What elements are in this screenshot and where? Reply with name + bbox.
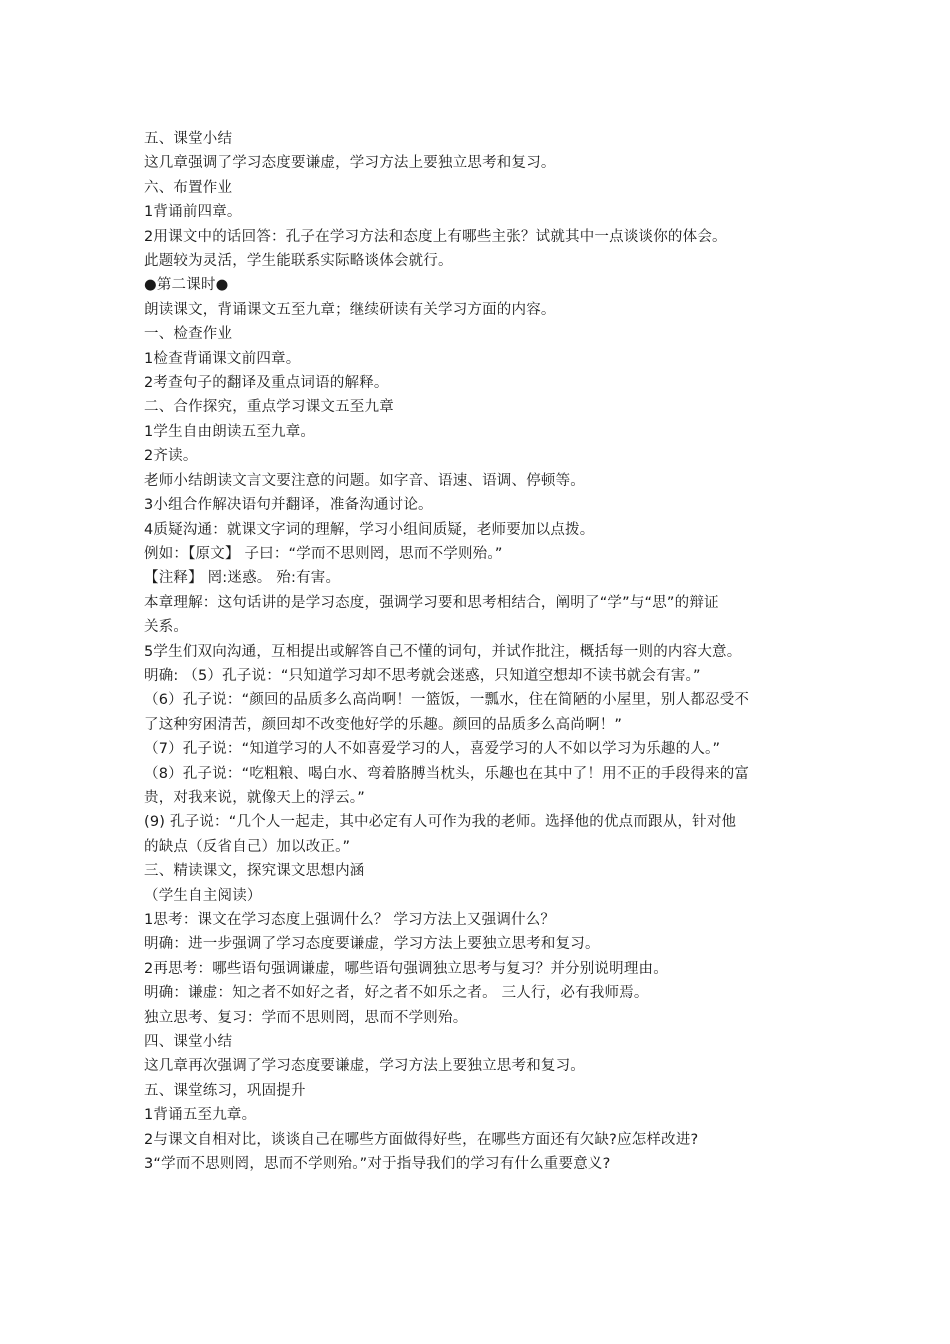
text-line: (9) 孔子说：“几个人一起走，其中必定有人可作为我的老师。选择他的优点而跟从，针对他 xyxy=(144,814,737,831)
text-line: 【注释】 罔:迷惑。 殆:有害。 xyxy=(144,570,341,587)
text-line: 关系。 xyxy=(144,619,189,636)
text-line: 三、精读课文，探究课文思想内涵 xyxy=(144,863,365,880)
text-line: 明确：进一步强调了学习态度要谦虚，学习方法上要独立思考和复习。 xyxy=(144,936,600,953)
text-line: 本章理解：这句话讲的是学习态度，强调学习要和思考相结合，阐明了“学”与“思”的辩证 xyxy=(144,594,719,611)
text-line: ●第二课时● xyxy=(144,277,229,294)
text-line: （学生自主阅读） xyxy=(144,887,262,904)
text-line: 1学生自由朗读五至九章。 xyxy=(144,423,316,440)
text-line: 四、课堂小结 xyxy=(144,1034,233,1051)
text-line: 这几章强调了学习态度要谦虚，学习方法上要独立思考和复习。 xyxy=(144,155,556,172)
text-line: （8）孔子说：“吃粗粮、喝白水、弯着胳膊当枕头，乐趣也在其中了！用不正的手段得来的富 xyxy=(144,765,750,782)
text-line: 1检查背诵课文前四章。 xyxy=(144,350,301,367)
text-line: 3“学而不思则罔，思而不学则殆。”对于指导我们的学习有什么重要意义? xyxy=(144,1156,611,1173)
text-line: 明确: （5）孔子说：“只知道学习却不思考就会迷惑，只知道空想却不读书就会有害。” xyxy=(144,667,701,684)
document-body xyxy=(144,127,816,1176)
text-line: 例如：【原文】 子曰：“学而不思则罔，思而不学则殆。” xyxy=(144,545,503,562)
text-line: 朗读课文，背诵课文五至九章；继续研读有关学习方面的内容。 xyxy=(144,301,556,318)
text-line: 明确：谦虚：知之者不如好之者，好之者不如乐之者。 三人行，必有我师焉。 xyxy=(144,985,649,1002)
text-line: 1背诵前四章。 xyxy=(144,204,242,221)
text-line: 独立思考、复习：学而不思则罔，思而不学则殆。 xyxy=(144,1009,468,1026)
text-line: 4质疑沟通：就课文字词的理解，学习小组间质疑，老师要加以点拨。 xyxy=(144,521,595,538)
text-line: 六、布置作业 xyxy=(144,179,233,196)
text-line: 2齐读。 xyxy=(144,448,198,465)
text-line: 2再思考：哪些语句强调谦虚，哪些语句强调独立思考与复习？并分别说明理由。 xyxy=(144,960,668,977)
text-line: （7）孔子说：“知道学习的人不如喜爱学习的人，喜爱学习的人不如以学习为乐趣的人。” xyxy=(144,741,721,758)
text-line: 了这种穷困清苦，颜回却不改变他好学的乐趣。颜回的品质多么高尚啊！” xyxy=(144,716,623,733)
text-line: 贵，对我来说，就像天上的浮云。” xyxy=(144,789,365,806)
text-line: 一、检查作业 xyxy=(144,326,233,343)
text-line: 2用课文中的话回答：孔子在学习方法和态度上有哪些主张？试就其中一点谈谈你的体会。 xyxy=(144,228,727,245)
text-line: 2考查句子的翻译及重点词语的解释。 xyxy=(144,375,389,392)
text-line: 2与课文自相对比，谈谈自己在哪些方面做得好些，在哪些方面还有欠缺?应怎样改进? xyxy=(144,1131,699,1148)
text-line: 1背诵五至九章。 xyxy=(144,1107,257,1124)
text-line: 5学生们双向沟通，互相提出或解答自己不懂的词句，并试作批注，概括每一则的内容大意。 xyxy=(144,643,742,660)
text-line: 二、合作探究，重点学习课文五至九章 xyxy=(144,399,394,416)
text-line: 此题较为灵活，学生能联系实际略谈体会就行。 xyxy=(144,253,453,270)
text-line: 3小组合作解决语句并翻译，准备沟通讨论。 xyxy=(144,497,433,514)
text-line: 五、课堂小结 xyxy=(144,131,233,147)
text-line: 的缺点（反省自己）加以改正。” xyxy=(144,838,351,855)
text-line: 1思考：课文在学习态度上强调什么？ 学习方法上又强调什么？ xyxy=(144,912,556,928)
text-line: 五、课堂练习，巩固提升 xyxy=(144,1082,306,1099)
text-line: 这几章再次强调了学习态度要谦虚，学习方法上要独立思考和复习。 xyxy=(144,1058,585,1075)
text-line: 老师小结朗读文言文要注意的问题。如字音、语速、语调、停顿等。 xyxy=(144,472,585,489)
text-line: （6）孔子说：“颜回的品质多么高尚啊！一篮饭，一瓢水，住在简陋的小屋里，别人都忍受不 xyxy=(144,692,750,709)
